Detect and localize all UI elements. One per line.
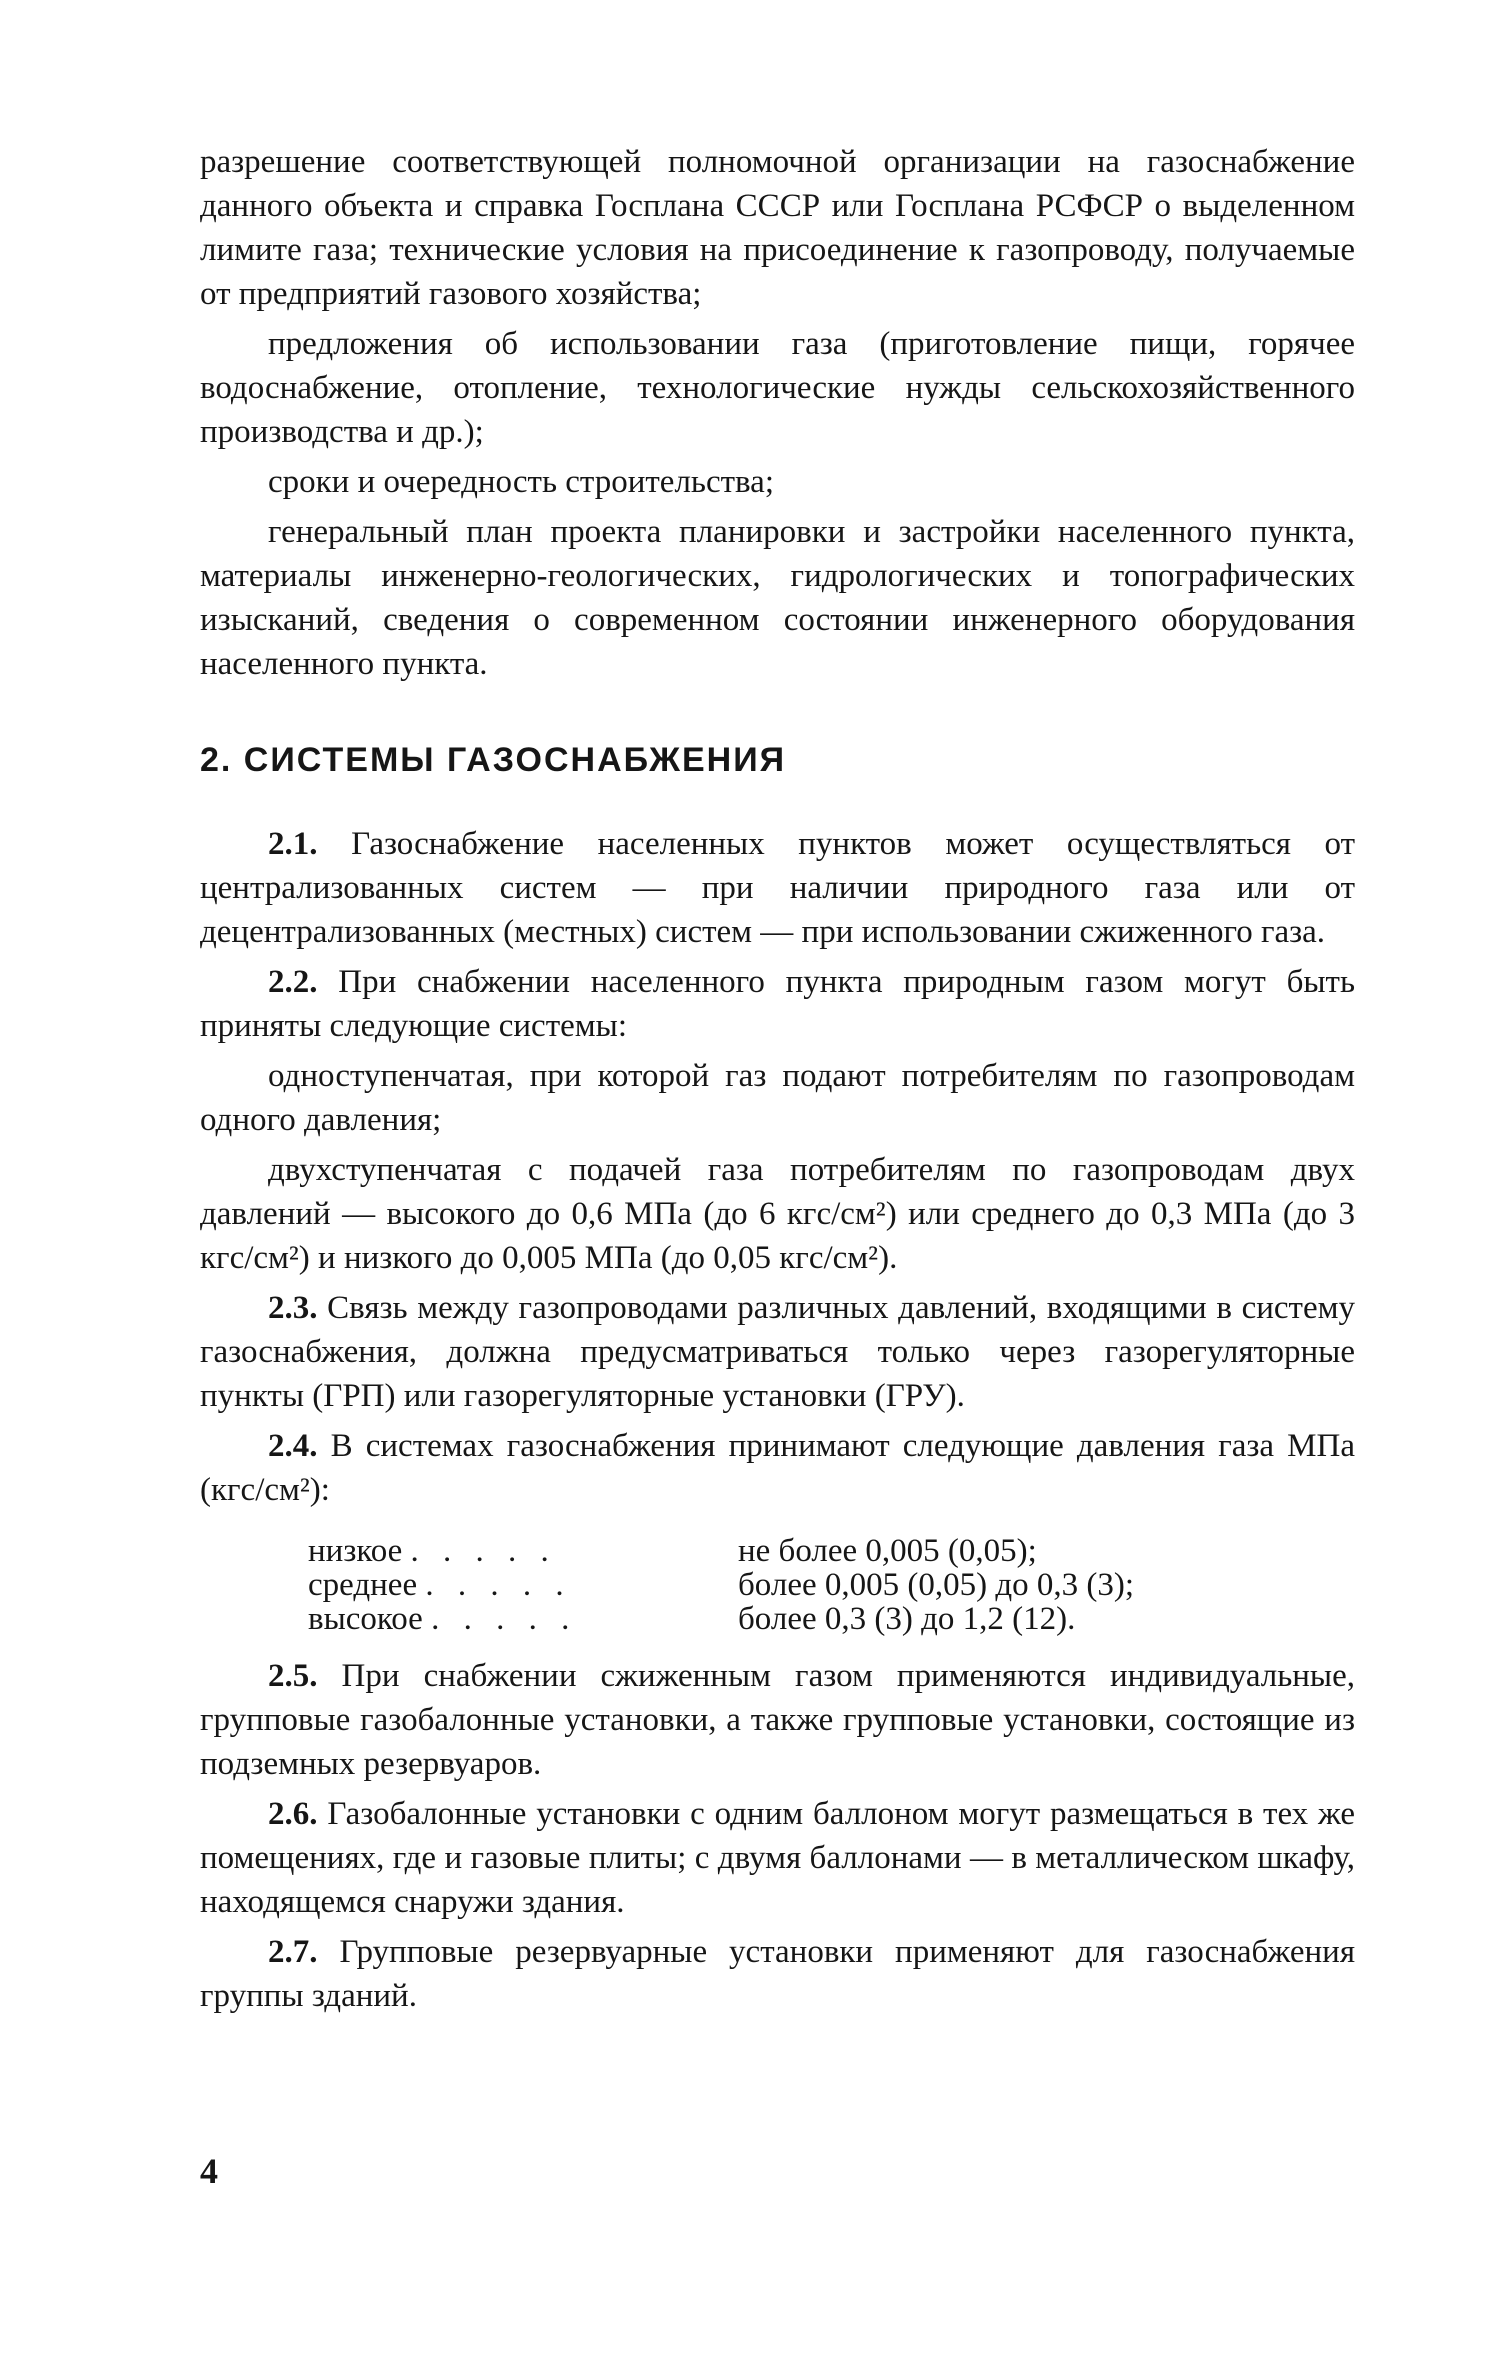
- leader-dots: . . . . .: [425, 1567, 572, 1603]
- paragraph-requirements-permits: разрешение соответствующей полномочной организации на газоснабжение данного объекта и справка Госплана СССР или Госплана РСФСР о выделенном лимите газа; технические условия на присоединение к газопроводу, получаемые от предприятий газового хозяйства;: [200, 144, 1355, 312]
- paragraph-2-7: [200, 1930, 1355, 2018]
- pressure-label: среднее: [308, 1567, 418, 1603]
- table-row: [308, 1534, 1134, 1568]
- paragraph-2-5: [200, 1654, 1355, 1786]
- clause-number: 2.7.: [268, 1934, 318, 1970]
- pressure-label-cell: [308, 1534, 738, 1568]
- clause-text: Связь между газопроводами различных давлений, входящими в систему газоснабжения, должна предусматриваться только через газорегуляторные пункты (ГРП) или газорегуляторные установки (ГРУ).: [200, 1290, 1356, 1414]
- clause-number: 2.5.: [268, 1658, 318, 1694]
- clause-number: 2.3.: [268, 1290, 318, 1326]
- paragraph-single-stage: одноступенчатая, при которой газ подают потребителям по газопроводам одного давления;: [200, 1058, 1355, 1138]
- clause-text: Газобалонные установки с одним баллоном могут размещаться в тех же помещениях, где и газовые плиты; с двумя баллонами — в металлическом шкафу, находящемся снаружи здания.: [200, 1796, 1355, 1920]
- paragraph-general-plan: генеральный план проекта планировки и застройки населенного пункта, материалы инженерно-геологических, гидрологических и топографических изысканий, сведения о современном состоянии инженерного оборудования населенного пункта.: [200, 514, 1355, 682]
- paragraph-2-1: [200, 822, 1355, 954]
- clause-text: Газоснабжение населенных пунктов может осуществляться от централизованных систем — при наличии природного газа или от децентрализованных (местных) систем — при использовании сжиженного газа.: [200, 826, 1355, 950]
- pressure-label-cell: [308, 1568, 738, 1602]
- page-number: 4: [200, 2151, 218, 2191]
- pressure-table: [308, 1534, 1134, 1636]
- clause-number: 2.2.: [268, 964, 318, 1000]
- clause-number: 2.4.: [268, 1428, 318, 1464]
- paragraph-two-stage: двухступенчатая с подачей газа потребителям по газопроводам двух давлений — высокого до 0,6 МПа (до 6 кгс/см²) или среднего до 0,3 МПа (до 3 кгс/см²) и низкого до 0,005 МПа (до 0,05 кгс/см²).: [200, 1152, 1355, 1276]
- section-heading: 2. СИСТЕМЫ ГАЗОСНАБЖЕНИЯ: [200, 741, 787, 779]
- leader-dots: . . . . .: [431, 1601, 578, 1637]
- paragraph-2-2: [200, 960, 1355, 1048]
- clause-text: При снабжении населенного пункта природным газом могут быть приняты следующие системы:: [200, 964, 1355, 1044]
- clause-number: 2.6.: [268, 1796, 318, 1832]
- pressure-label: высокое: [308, 1601, 423, 1637]
- document-page: [200, 140, 1355, 2018]
- paragraph-2-4: [200, 1424, 1355, 1512]
- pressure-label: низкое: [308, 1533, 403, 1569]
- pressure-value: не более 0,005 (0,05);: [738, 1533, 1037, 1569]
- table-row: [308, 1602, 1134, 1636]
- clause-text: В системах газоснабжения принимают следующие давления газа МПа (кгс/см²):: [200, 1428, 1356, 1508]
- paragraph-gas-usage-proposals: предложения об использовании газа (приготовление пищи, горячее водоснабжение, отопление, технологические нужды сельскохозяйственного производства и др.);: [200, 326, 1355, 450]
- clause-text: Групповые резервуарные установки применяют для газоснабжения группы зданий.: [200, 1934, 1356, 2014]
- paragraph-2-3: [200, 1286, 1355, 1418]
- pressure-value: более 0,3 (3) до 1,2 (12).: [738, 1601, 1076, 1637]
- pressure-label-cell: [308, 1602, 738, 1636]
- pressure-value: более 0,005 (0,05) до 0,3 (3);: [738, 1567, 1135, 1603]
- paragraph-2-6: [200, 1792, 1355, 1924]
- leader-dots: . . . . .: [410, 1533, 557, 1569]
- paragraph-construction-schedule: сроки и очередность строительства;: [268, 464, 774, 500]
- clause-number: 2.1.: [268, 826, 318, 862]
- table-row: [308, 1568, 1134, 1602]
- clause-text: При снабжении сжиженным газом применяются индивидуальные, групповые газобалонные установки, а также групповые установки, состоящие из подземных резервуаров.: [200, 1658, 1356, 1782]
